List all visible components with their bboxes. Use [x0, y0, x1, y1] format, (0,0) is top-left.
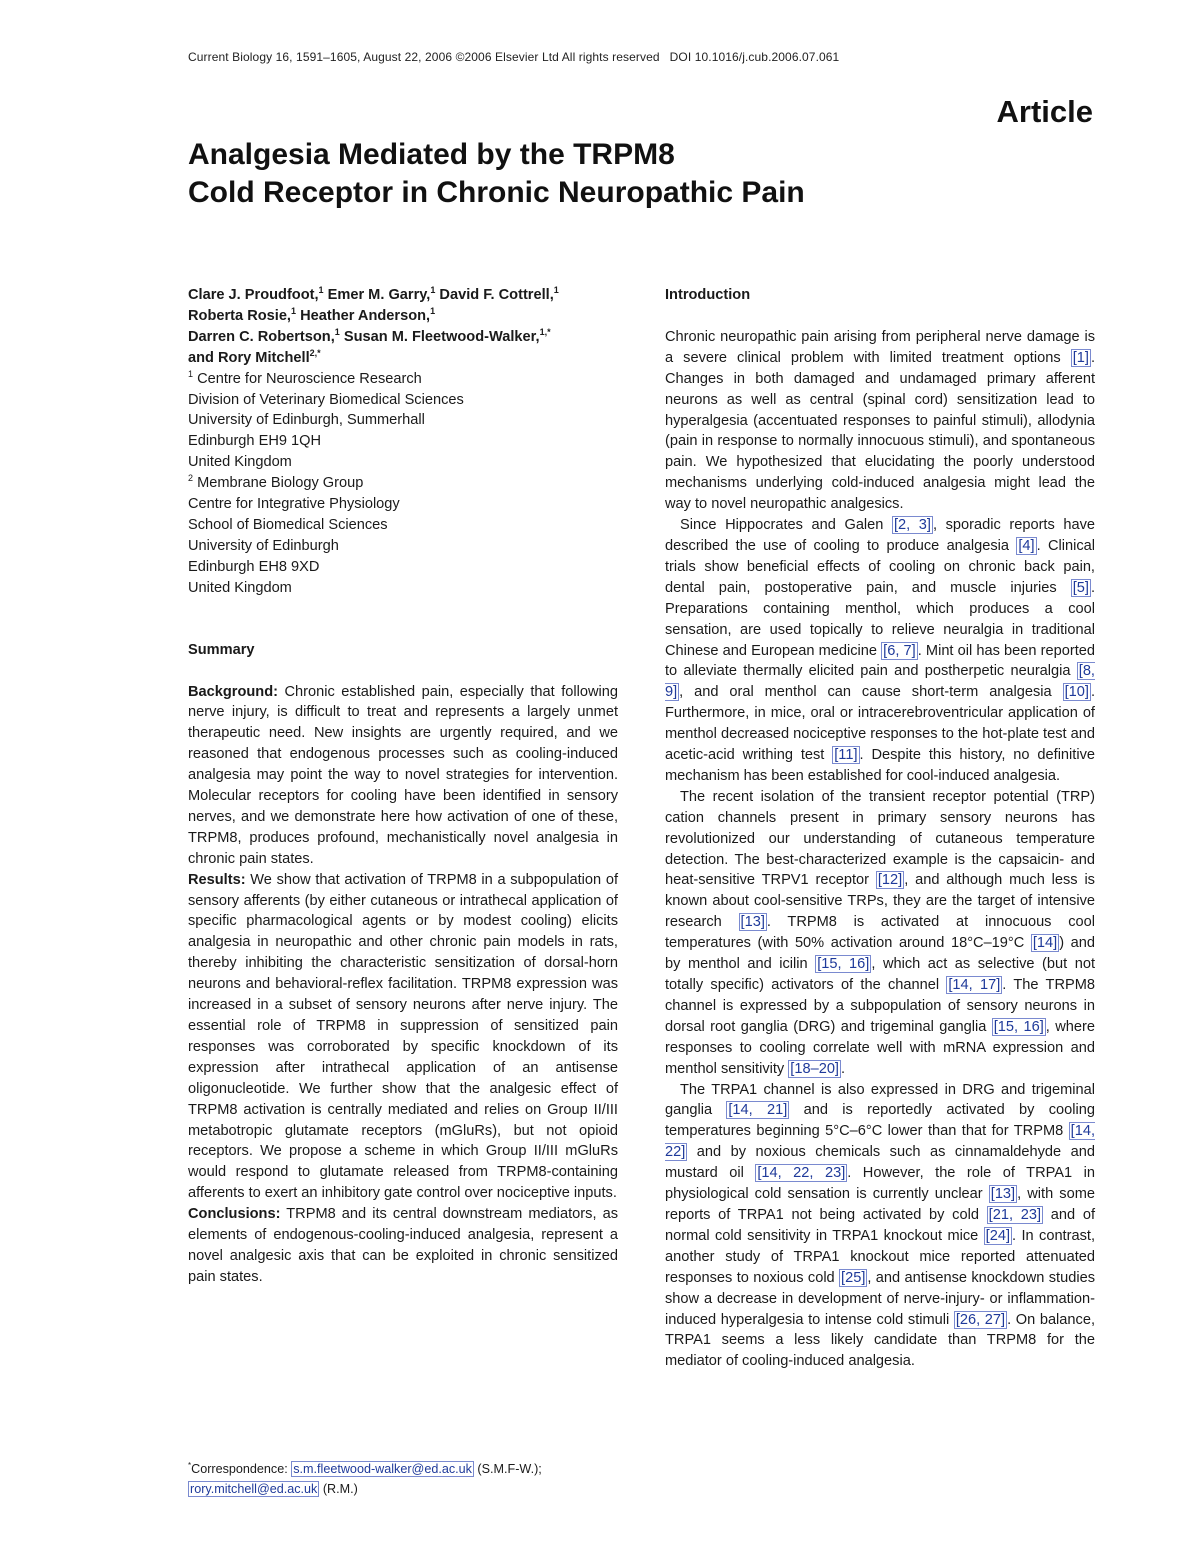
citation-link[interactable]: [15, 16] [993, 1018, 1044, 1035]
paragraph-text: . Preparations containing menthol, which produces a cool sensation, are used topically to relieve neuralgia in traditional Chinese and European medicine [665, 579, 1095, 659]
citation-link[interactable]: [21, 23] [988, 1206, 1042, 1223]
author-name: Roberta Rosie, [188, 307, 291, 324]
paragraph-text: and of normal cold sensitivity in TRPA1 knockout mice [665, 1206, 1095, 1244]
author-name: Clare J. Proudfoot, [188, 287, 319, 303]
author-name: Emer M. Garry, [323, 287, 431, 303]
paragraph-text: . [841, 1060, 846, 1077]
author-affiliation-marker: 1 [291, 305, 297, 316]
affiliation-line: Division of Veterinary Biomedical Sciences [188, 391, 464, 408]
summary-text: We show that activation of TRPM8 in a subpopulation of sensory afferents (by either cutaneous or intrathecal application of specific pharmacological agents or by modest cooling) elicits analgesia in neuropathic and other chronic pain models in rats, thereby inhibiting the characteristic sensitization of dorsal-horn neurons and behavioral-reflex facilitation. TRPM8 expression was increased in a subset of sensory neurons after nerve injury. The essential role of TRPM8 in suppression of sensitized pain responses was corroborated by specific knockdown of its expression after intrathecal application of an antisense oligonucleotide. We further show that the analgesic effect of TRPM8 activation is centrally mediated and relies on Group II/III metabotropic glutamate receptors (mGluRs), but not opioid receptors. We propose a scheme in which Group II/III mGluRs would respond to glutamate released from TRPM8-containing afferents to exert an inhibitory gate control over nociceptive inputs. [188, 871, 618, 1202]
intro-paragraph [665, 1080, 1095, 1373]
affiliation-line [188, 369, 618, 390]
author-affiliation-marker: 2,* [309, 347, 321, 358]
left-column [188, 285, 618, 1288]
summary-text: Chronic established pain, especially that following nerve injury, is difficult to treat and represents a largely unmet therapeutic need. New insights are urgently required, and we reasoned that endogenous processes such as cooling-induced analgesia may point the way to novel strategies for intervention. Molecular receptors for cooling have been identified in sensory nerves, and we demonstrate here how activation of one of these, TRPM8, produces profound, mechanistically novel analgesia in chronic pain states. [188, 683, 618, 867]
affiliation-line: United Kingdom [188, 579, 292, 596]
author-affiliation-marker: 1 [430, 305, 436, 316]
intro-paragraph [665, 515, 1095, 787]
paragraph-text: , sporadic reports have described the use of cooling to produce analgesia [665, 517, 1096, 554]
citation-link[interactable]: [14] [1032, 935, 1058, 952]
summary-label: Results: [188, 871, 246, 888]
paragraph-text: , with some reports of TRPA1 not being activated by cold [665, 1186, 1095, 1223]
doi: DOI 10.1016/j.cub.2006.07.061 [669, 50, 840, 64]
intro-paragraph [665, 327, 1095, 515]
paragraph-text: . Despite this history, no definitive mechanism has been established for cool-induced analgesia. [665, 747, 1096, 784]
citation-link[interactable]: [14, 22] [665, 1123, 1095, 1161]
citation-link[interactable]: [13] [740, 914, 765, 931]
right-column [665, 285, 1095, 1372]
affiliation-line: Centre for Integrative Physiology [188, 496, 400, 513]
summary-label: Background: [188, 683, 278, 700]
author-name: and Rory Mitchell [188, 349, 310, 366]
citation-link[interactable]: [15, 16] [817, 956, 870, 973]
affiliation-line: Edinburgh EH8 9XD [188, 558, 320, 575]
paragraph-text: . The TRPM8 channel is expressed by a subpopulation of sensory neurons in dorsal root ganglia (DRG) and trigeminal ganglia [665, 977, 1095, 1035]
paragraph-text: and is reportedly activated by cooling temperatures beginning 5°C–6°C lower than that for TRPM8 [665, 1102, 1095, 1140]
paragraph-text: . Furthermore, in mice, oral or intracerebroventricular application of menthol decreased nociceptive responses to the hot-plate test and acetic-acid writhing test [665, 684, 1095, 764]
citation-link[interactable]: [25] [841, 1269, 866, 1286]
summary-results [188, 870, 618, 1205]
correspondence-marker: * [188, 1461, 192, 1470]
paragraph-text: , which act as selective (but not totally specific) activators of the channel [665, 956, 1095, 993]
author-line [188, 285, 618, 306]
citation-link[interactable]: [6, 7] [883, 642, 916, 659]
affiliation-line [188, 473, 618, 494]
paragraph-text: ) and by menthol and icilin [665, 935, 1096, 973]
citation-link[interactable]: [13] [990, 1186, 1016, 1203]
author-name: David F. Cottrell, [435, 287, 554, 303]
affiliation-text: Centre for Neuroscience Research [193, 370, 422, 387]
author-affiliation-marker: 1 [430, 285, 436, 295]
paragraph-text: , and antisense knockdown studies show a decrease in development of nerve-injury- or inflammation-induced hyperalgesia to intense cold stimuli [665, 1269, 1095, 1328]
intro-paragraph [665, 787, 1095, 1080]
citation-link[interactable]: [10] [1064, 684, 1089, 701]
article-type-label: Article [996, 94, 1093, 129]
affiliation-marker: 1 [188, 368, 194, 379]
author-name: Darren C. Robertson, [188, 328, 335, 345]
introduction-heading: Introduction [665, 287, 751, 303]
author-name: Heather Anderson, [296, 307, 431, 324]
journal-citation: Current Biology 16, 1591–1605, August 22, 2006 ©2006 Elsevier Ltd All rights reserved [188, 50, 660, 64]
paragraph-text: Chronic neuropathic pain arising from peripheral nerve damage is a severe clinical problem with limited treatment options [665, 328, 1095, 366]
summary-heading: Summary [188, 641, 255, 658]
paragraph-text: , where responses to cooling correlate well with mRNA expression and menthol sensitivity [665, 1018, 1096, 1077]
paragraph-text: . Changes in both damaged and undamaged primary afferent neurons as well as central (spinal cord) sensitization lead to hyperalgesia (accentuated responses to painful stimuli), allodynia (pain in response to normally innocuous stimuli), and spontaneous pain. We hypothesized that elucidating the poorly understood mechanisms underlying cold-induced analgesia might lead the way to novel neuropathic analgesics. [665, 349, 1095, 513]
affiliation-line: School of Biomedical Sciences [188, 516, 388, 533]
affiliation-line: Edinburgh EH9 1QH [188, 433, 322, 450]
affiliation-line: University of Edinburgh [188, 537, 339, 554]
citation-link[interactable]: [1] [1072, 349, 1089, 366]
summary-text: TRPM8 and its central downstream mediators, as elements of endogenous-cooling-induced analgesia, represent a novel analgesic axis that can be exploited in chronic sensitized pain states. [188, 1206, 618, 1285]
affiliation-marker: 2 [188, 473, 194, 484]
citation-link[interactable]: [24] [985, 1227, 1011, 1244]
citation-link[interactable]: [11] [834, 747, 858, 764]
author-line [188, 306, 618, 327]
correspondence-footnote [188, 1459, 618, 1499]
summary-label: Conclusions: [188, 1206, 281, 1223]
citation-link[interactable]: [8, 9] [665, 663, 1095, 701]
email-link[interactable]: s.m.fleetwood-walker@ed.ac.uk [293, 1462, 472, 1476]
paragraph-text: The TRPA1 channel is also expressed in DRG and trigeminal ganglia [665, 1081, 1095, 1119]
paragraph-text: The recent isolation of the transient receptor potential (TRP) cation channels present in primary sensory neurons has revolutionized our understanding of cutaneous temperature detection. The best-characterized example is the capsaicin- and heat-sensitive TRPV1 receptor [665, 788, 1095, 889]
paragraph-text: . In contrast, another study of TRPA1 knockout mice reported attenuated responses to noxious cold [665, 1227, 1095, 1286]
email-link[interactable]: rory.mitchell@ed.ac.uk [190, 1482, 318, 1496]
title-line: Cold Receptor in Chronic Neuropathic Pain [188, 176, 805, 209]
citation-link[interactable]: [2, 3] [894, 517, 931, 534]
author-list [188, 285, 618, 369]
citation-link[interactable]: [14, 21] [728, 1102, 788, 1119]
summary-background [188, 682, 618, 870]
author-affiliation-marker: 1 [553, 285, 559, 295]
running-head [188, 50, 1088, 64]
title-line: Analgesia Mediated by the TRPM8 [188, 138, 675, 171]
citation-link[interactable]: [14, 17] [948, 977, 1001, 993]
paragraph-text: , and oral menthol can cause short-term analgesia [679, 684, 1063, 701]
citation-link[interactable]: [5] [1072, 579, 1089, 596]
paragraph-text: . TRPM8 is activated at innocuous cool temperatures (with 50% activation around 18°C–19°C [665, 914, 1095, 952]
summary-conclusions [188, 1204, 618, 1288]
citation-link[interactable]: [4] [1018, 537, 1035, 554]
paragraph-text: . However, the role of TRPA1 in physiological cold sensation is currently unclear [665, 1165, 1095, 1203]
paragraph-text: Since Hippocrates and Galen [680, 517, 892, 534]
affiliations [188, 369, 618, 599]
author-affiliation-marker: 1 [318, 285, 324, 295]
author-affiliation-marker: 1,* [539, 326, 551, 337]
correspondence-text: (S.M.F-W.); [473, 1462, 542, 1476]
author-name: Susan M. Fleetwood-Walker, [339, 328, 540, 345]
paragraph-text: . On balance, TRPA1 seems a less likely candidate than TRPM8 for the mediator of cooling-induced analgesia. [665, 1311, 1095, 1370]
author-line [188, 348, 618, 369]
correspondence-label: Correspondence: [191, 1462, 292, 1476]
citation-link[interactable]: [14, 22, 23] [757, 1165, 846, 1182]
paragraph-text: . Mint oil has been reported to alleviate thermally elicited pain and postherpetic neuralgia [665, 642, 1096, 680]
paragraph-text: . Clinical trials show beneficial effects of cooling on chronic back pain, dental pain, postoperative pain, and muscle injuries [665, 537, 1095, 596]
affiliation-text: Membrane Biology Group [193, 475, 364, 492]
correspondence-text: (R.M.) [319, 1482, 358, 1496]
paragraph-text: , and although much less is known about cool-sensitive TRPs, they are the target of intensive research [665, 872, 1095, 931]
citation-link[interactable]: [18–20] [790, 1060, 839, 1077]
paragraph-text: and by noxious chemicals such as cinnamaldehyde and mustard oil [665, 1144, 1095, 1182]
article-title [188, 136, 1068, 212]
citation-link[interactable]: [26, 27] [955, 1311, 1006, 1328]
citation-link[interactable]: [12] [877, 872, 903, 889]
affiliation-line: United Kingdom [188, 454, 292, 471]
author-affiliation-marker: 1 [334, 326, 340, 337]
author-line [188, 327, 618, 348]
affiliation-line: University of Edinburgh, Summerhall [188, 412, 425, 429]
